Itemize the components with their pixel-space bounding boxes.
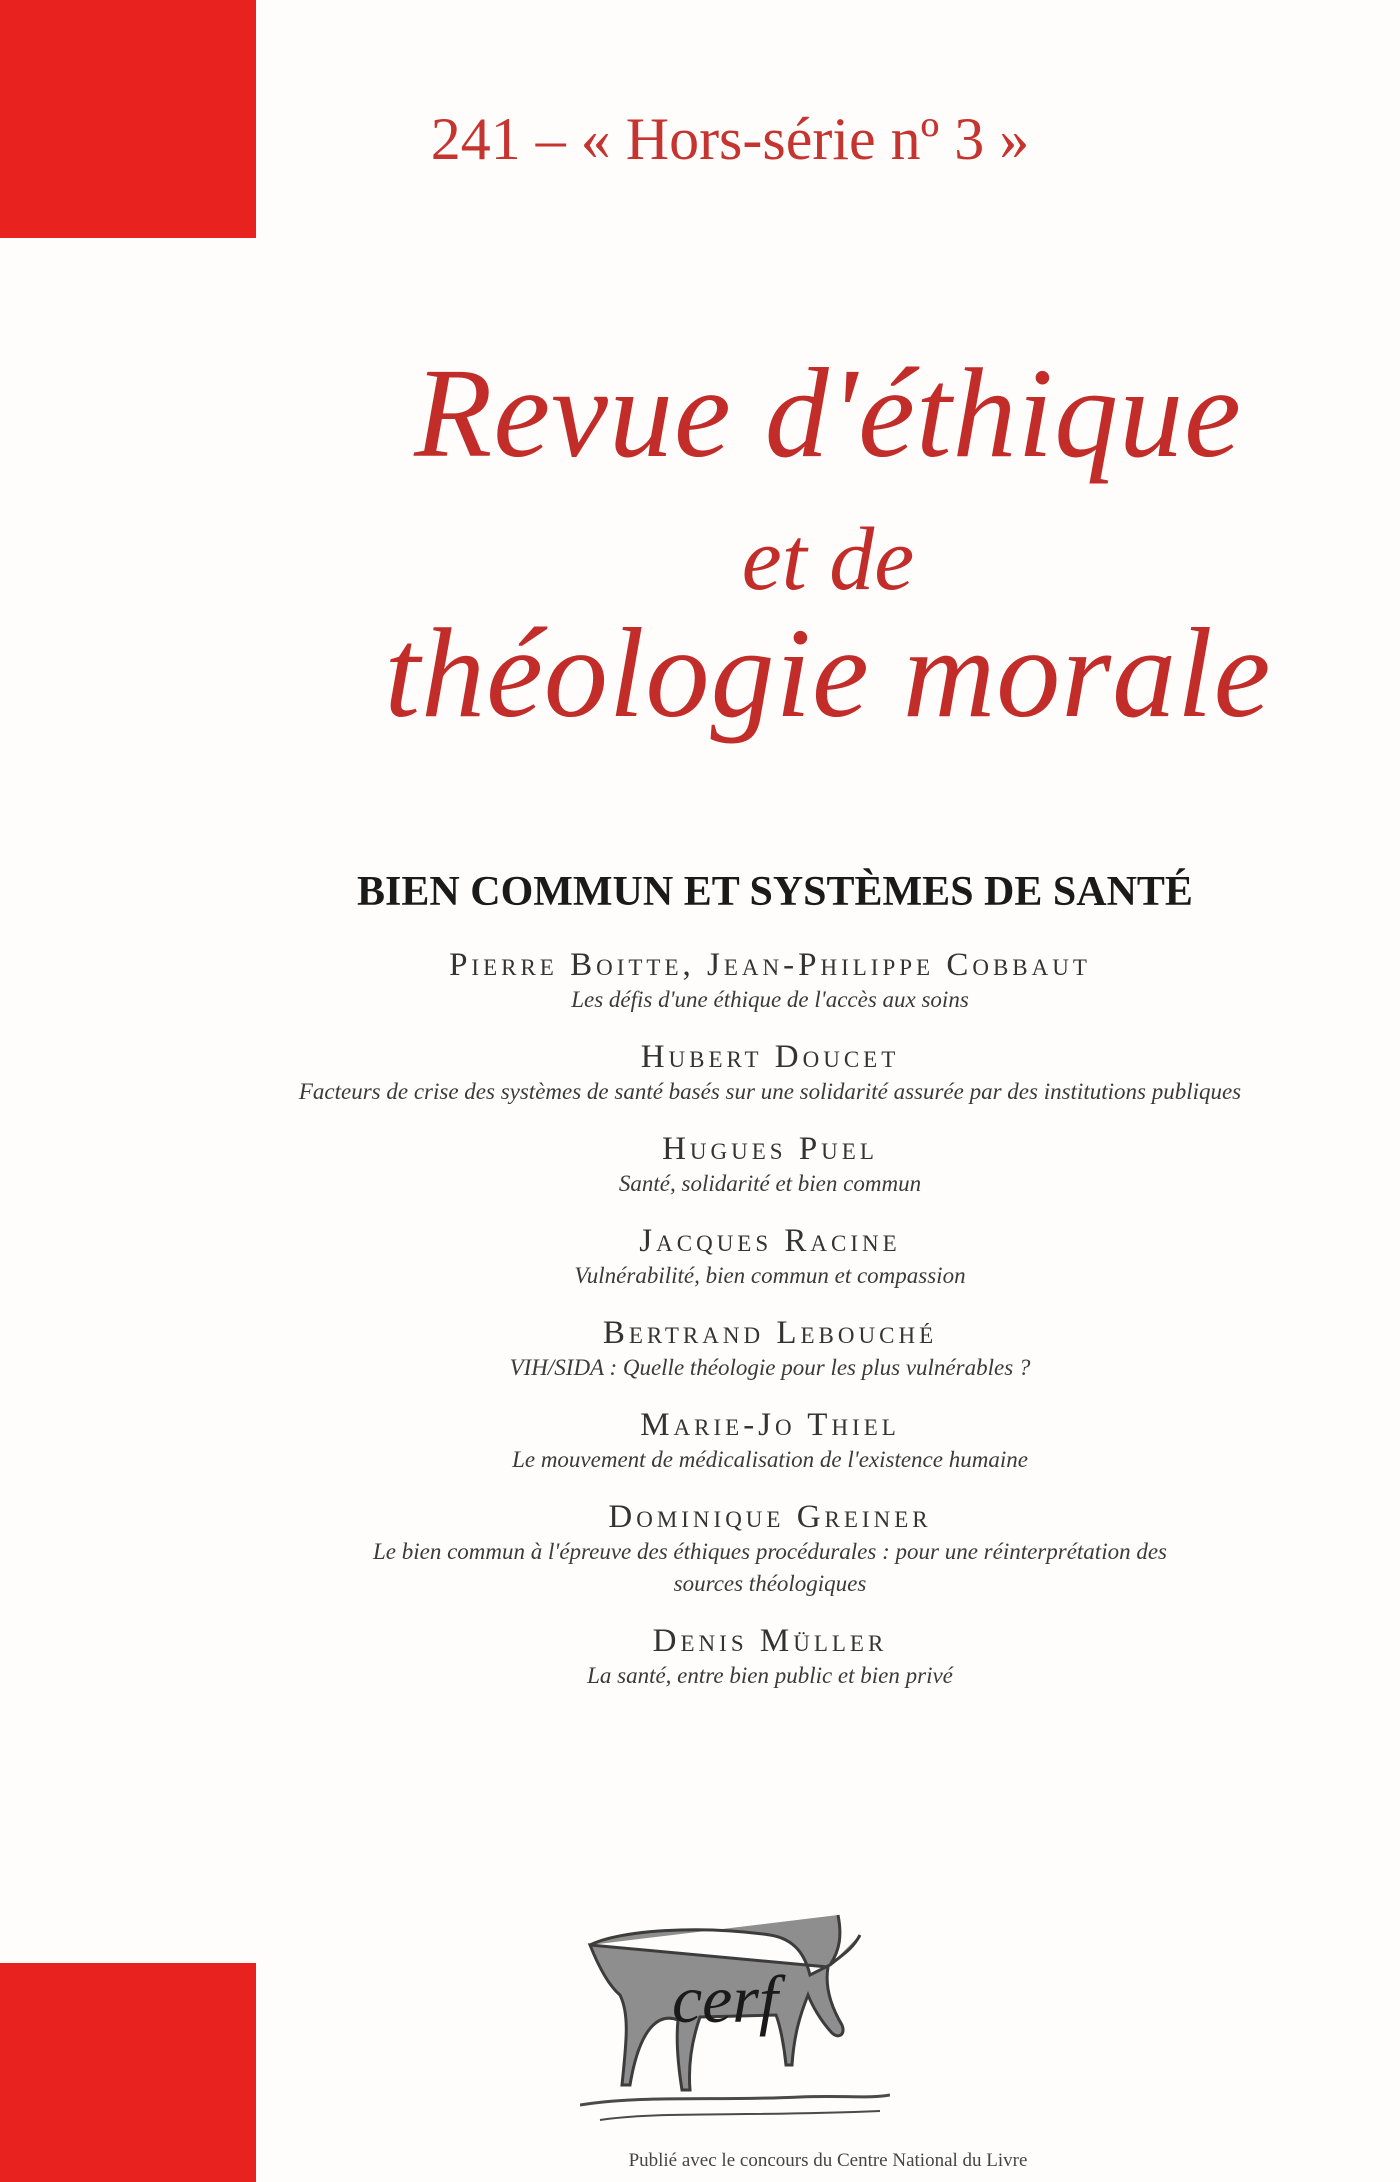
- publisher-logo-text: cerf: [672, 1961, 778, 2037]
- red-block-top: [0, 0, 256, 238]
- article-author: Denis Müller: [652, 1623, 888, 1659]
- red-block-bottom: [0, 1963, 256, 2182]
- title-line-2: et de: [741, 510, 915, 609]
- article-entry: [220, 946, 1320, 1016]
- article-entry: [220, 1038, 1320, 1108]
- article-entry: [220, 1622, 1320, 1692]
- article-author: Bertrand Lebouché: [602, 1315, 938, 1351]
- article-title: Vulnérabilité, bien commun et compassion: [574, 1263, 966, 1288]
- footer-note: Publié avec le concours du Centre National du Livre: [628, 2150, 1028, 2171]
- article-entry: [220, 1498, 1320, 1600]
- article-author: Pierre Boitte, Jean-Philippe Cobbaut: [449, 947, 1091, 983]
- article-author: Hubert Doucet: [640, 1039, 900, 1075]
- article-title: Le bien commun à l'épreuve des éthiques procédurales : pour une réinterprétation des sources théologiques: [373, 1539, 1167, 1596]
- issue-number: 241 – « Hors-série nº 3 »: [430, 106, 1030, 172]
- article-title: La santé, entre bien public et bien privé: [587, 1663, 953, 1688]
- issue-theme: BIEN COMMUN ET SYSTÈMES DE SANTÉ: [357, 869, 1193, 915]
- title-line-1: Revue d'éthique: [414, 342, 1242, 484]
- article-entry: [220, 1130, 1320, 1200]
- article-author: Jacques Racine: [639, 1223, 901, 1259]
- article-title: Le mouvement de médicalisation de l'existence humaine: [512, 1447, 1028, 1472]
- article-entry: [220, 1222, 1320, 1292]
- article-title: VIH/SIDA : Quelle théologie pour les plus vulnérables ?: [509, 1355, 1031, 1380]
- article-entry: [220, 1314, 1320, 1384]
- table-of-contents: [220, 946, 1320, 1714]
- article-title: Facteurs de crise des systèmes de santé basés sur une solidarité assurée par des institutions publiques: [298, 1079, 1242, 1104]
- title-line-3: théologie morale: [384, 602, 1272, 744]
- article-title: Les défis d'une éthique de l'accès aux soins: [571, 987, 969, 1012]
- article-author: Marie-Jo Thiel: [640, 1407, 900, 1443]
- article-author: Hugues Puel: [662, 1131, 878, 1167]
- article-title: Santé, solidarité et bien commun: [618, 1171, 922, 1196]
- article-entry: [220, 1406, 1320, 1476]
- article-author: Dominique Greiner: [608, 1499, 932, 1535]
